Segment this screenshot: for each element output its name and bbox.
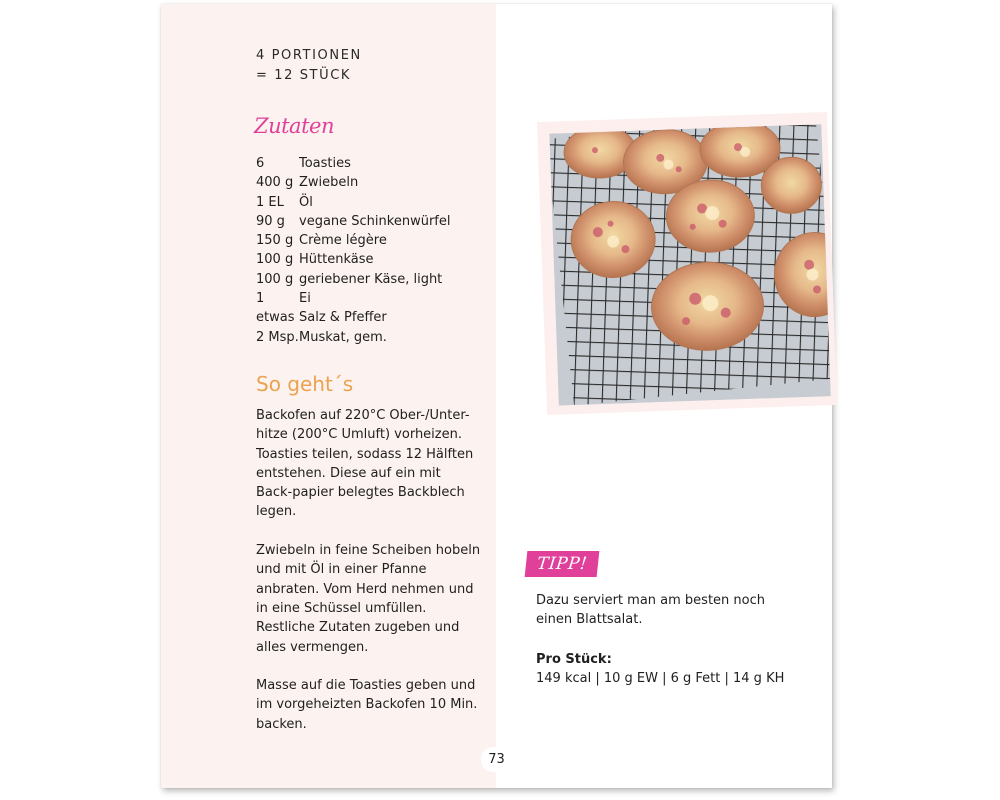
ingredient-amount: 150 g <box>256 233 294 249</box>
recipe-photo <box>549 124 830 405</box>
ingredient-row <box>256 154 486 173</box>
left-panel <box>161 4 496 788</box>
ingredient-name: Hüttenkäse <box>299 252 374 268</box>
ingredient-name: Zwiebeln <box>299 175 359 191</box>
page-number: 73 <box>481 747 512 772</box>
instructions-steps <box>256 406 481 753</box>
ingredient-row <box>256 250 486 269</box>
ingredient-amount: 1 <box>256 291 265 307</box>
ingredient-name: Muskat, gem. <box>299 329 387 345</box>
tip-text: Dazu serviert man am besten noch einen Blattsalat. <box>536 593 765 628</box>
ingredient-name: Crème légère <box>299 233 387 249</box>
ingredient-name: Ei <box>299 291 311 307</box>
recipe-page <box>161 4 832 788</box>
ingredient-row <box>256 231 486 250</box>
tip-badge: TIPP! <box>525 551 600 577</box>
photo-frame <box>537 112 837 415</box>
ingredient-amount: 6 <box>256 156 265 171</box>
ingredient-amount: 1 EL <box>256 194 284 210</box>
ingredient-amount: etwas <box>256 310 295 326</box>
toast-pizza-image <box>549 124 830 405</box>
ingredient-row <box>256 308 486 327</box>
instruction-step-3: Masse auf die Toasties geben und im vorgeheizten Backofen 10 Min. backen. <box>256 678 478 732</box>
ingredient-amount: 100 g <box>256 252 294 268</box>
servings-portions: 4 PORTIONEN <box>256 48 362 63</box>
ingredients-list <box>256 154 486 347</box>
servings-info <box>256 46 362 86</box>
ingredient-row <box>256 270 486 289</box>
ingredient-name: Toasties <box>299 156 351 171</box>
ingredients-heading: Zutaten <box>254 114 334 138</box>
ingredient-name: vegane Schinkenwürfel <box>299 213 451 229</box>
ingredient-name: geriebener Käse, light <box>299 271 443 287</box>
ingredient-row <box>256 289 486 308</box>
ingredient-name: Öl <box>299 194 313 210</box>
nutrition-info <box>536 650 796 689</box>
ingredient-amount: 400 g <box>256 175 294 191</box>
servings-pieces: = 12 STÜCK <box>256 68 352 83</box>
nutrition-label: Pro Stück: <box>536 652 612 667</box>
ingredient-amount: 100 g <box>256 271 294 287</box>
ingredient-row <box>256 173 486 192</box>
instruction-step-2: Zwiebeln in feine Scheiben hobeln und mit Öl in einer Pfanne anbraten. Vom Herd nehmen und in eine Schüssel umfüllen. Restliche Zutaten zugeben und alles vermengen. <box>256 543 481 655</box>
ingredient-name: Salz & Pfeffer <box>299 310 387 326</box>
instructions-heading: So geht´s <box>256 372 354 396</box>
ingredient-row <box>256 328 486 347</box>
ingredient-row <box>256 193 486 212</box>
nutrition-values: 149 kcal | 10 g EW | 6 g Fett | 14 g KH <box>536 671 785 687</box>
ingredient-row <box>256 212 486 231</box>
instruction-step-1: Backofen auf 220°C Ober-/Unter-hitze (200°C Umluft) vorheizen. Toasties teilen, sodass 12 Hälften entstehen. Diese auf ein mit Back-papier belegtes Backblech legen. <box>256 408 474 520</box>
ingredient-amount: 90 g <box>256 213 285 229</box>
ingredient-amount: 2 Msp. <box>256 329 299 345</box>
